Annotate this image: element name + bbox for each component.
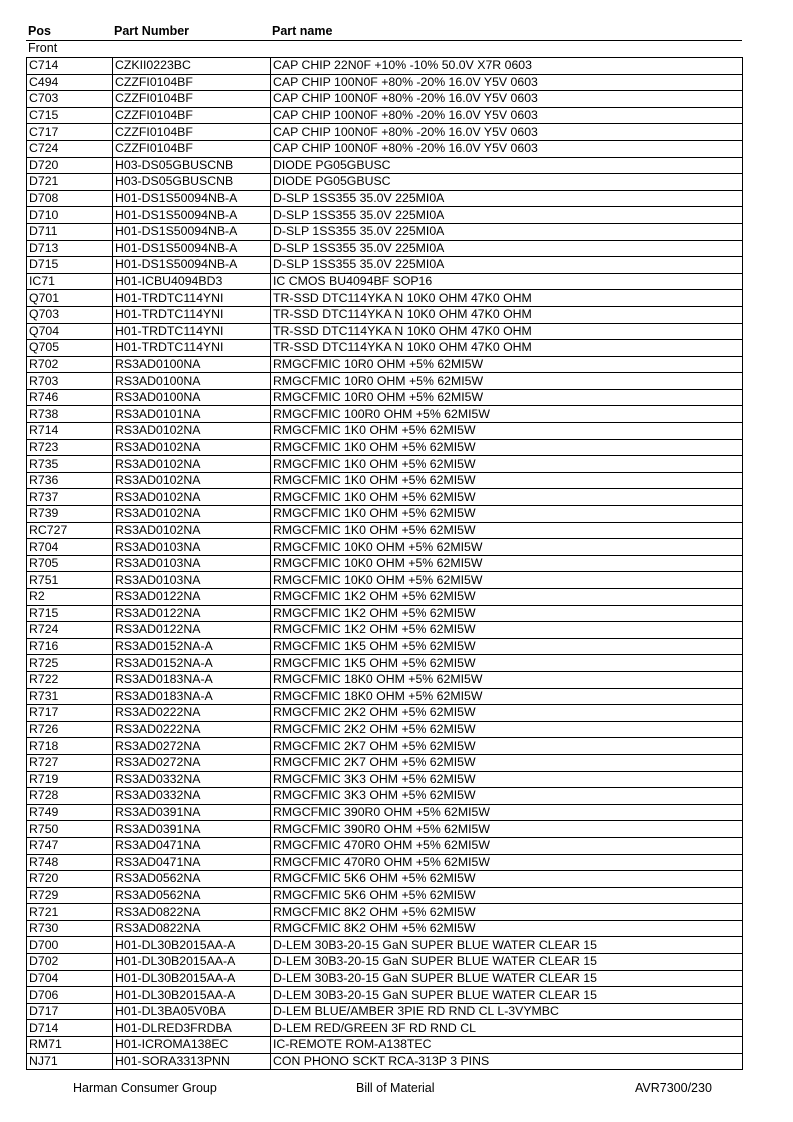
table-row (27, 323, 743, 340)
cell-part-number: H01-ICROMA138EC (113, 1037, 271, 1054)
table-row (27, 539, 743, 556)
cell-part-name: D-SLP 1SS355 35.0V 225MI0A (271, 223, 743, 240)
cell-part-name: IC CMOS BU4094BF SOP16 (271, 273, 743, 290)
cell-part-number: RS3AD0562NA (113, 871, 271, 888)
cell-part-number: RS3AD0103NA (113, 539, 271, 556)
cell-pos: Q703 (27, 306, 113, 323)
cell-part-number: CZZFI0104BF (113, 124, 271, 141)
cell-pos: IC71 (27, 273, 113, 290)
cell-part-name: RMGCFMIC 2K2 OHM +5% 62MI5W (271, 705, 743, 722)
cell-part-number: H01-DL30B2015AA-A (113, 987, 271, 1004)
table-row (27, 290, 743, 307)
cell-part-name: D-SLP 1SS355 35.0V 225MI0A (271, 240, 743, 257)
table-row (27, 987, 743, 1004)
cell-part-name: RMGCFMIC 1K0 OHM +5% 62MI5W (271, 456, 743, 473)
cell-part-number: H03-DS05GBUSCNB (113, 157, 271, 174)
cell-part-name: D-LEM BLUE/AMBER 3PIE RD RND CL L-3VYMBC (271, 1003, 743, 1020)
cell-pos: R738 (27, 406, 113, 423)
cell-pos: R726 (27, 721, 113, 738)
table-row (27, 223, 743, 240)
cell-part-number: CZZFI0104BF (113, 91, 271, 108)
table-row (27, 721, 743, 738)
table-row (27, 788, 743, 805)
header-rule (26, 40, 742, 41)
cell-part-number: RS3AD0102NA (113, 489, 271, 506)
table-row (27, 638, 743, 655)
table-row (27, 373, 743, 390)
cell-pos: D710 (27, 207, 113, 224)
table-row (27, 506, 743, 523)
footer-company: Harman Consumer Group (73, 1081, 217, 1095)
cell-pos: C715 (27, 107, 113, 124)
cell-part-number: H01-ICBU4094BD3 (113, 273, 271, 290)
cell-pos: D700 (27, 937, 113, 954)
cell-part-number: RS3AD0152NA-A (113, 655, 271, 672)
cell-part-number: H01-DLRED3FRDBA (113, 1020, 271, 1037)
cell-part-name: RMGCFMIC 1K2 OHM +5% 62MI5W (271, 605, 743, 622)
table-row (27, 406, 743, 423)
cell-part-number: RS3AD0822NA (113, 904, 271, 921)
table-row (27, 754, 743, 771)
cell-part-number: RS3AD0101NA (113, 406, 271, 423)
table-row (27, 937, 743, 954)
table-row (27, 688, 743, 705)
cell-pos: R714 (27, 423, 113, 440)
cell-part-number: H01-DL30B2015AA-A (113, 970, 271, 987)
cell-pos: D717 (27, 1003, 113, 1020)
table-row (27, 58, 743, 75)
cell-part-number: CZZFI0104BF (113, 74, 271, 91)
cell-pos: D702 (27, 954, 113, 971)
cell-part-name: TR-SSD DTC114YKA N 10K0 OHM 47K0 OHM (271, 340, 743, 357)
cell-part-number: RS3AD0471NA (113, 837, 271, 854)
cell-part-number: RS3AD0152NA-A (113, 638, 271, 655)
cell-part-number: RS3AD0183NA-A (113, 688, 271, 705)
cell-part-number: H01-TRDTC114YNI (113, 323, 271, 340)
cell-part-number: H01-DS1S50094NB-A (113, 190, 271, 207)
table-row (27, 456, 743, 473)
cell-part-number: RS3AD0183NA-A (113, 671, 271, 688)
table-row (27, 589, 743, 606)
cell-part-number: H01-DL30B2015AA-A (113, 954, 271, 971)
cell-pos: RM71 (27, 1037, 113, 1054)
table-row (27, 1020, 743, 1037)
table-row (27, 1053, 743, 1070)
table-row (27, 423, 743, 440)
cell-part-name: RMGCFMIC 390R0 OHM +5% 62MI5W (271, 821, 743, 838)
cell-pos: R703 (27, 373, 113, 390)
cell-part-name: RMGCFMIC 2K2 OHM +5% 62MI5W (271, 721, 743, 738)
cell-part-name: D-LEM 30B3-20-15 GaN SUPER BLUE WATER CLEAR 15 (271, 937, 743, 954)
cell-part-name: DIODE PG05GBUSC (271, 174, 743, 191)
cell-part-number: RS3AD0562NA (113, 887, 271, 904)
cell-part-name: RMGCFMIC 1K2 OHM +5% 62MI5W (271, 622, 743, 639)
table-row (27, 140, 743, 157)
cell-part-number: H01-TRDTC114YNI (113, 306, 271, 323)
cell-pos: D720 (27, 157, 113, 174)
cell-part-number: H01-TRDTC114YNI (113, 290, 271, 307)
cell-pos: R720 (27, 871, 113, 888)
cell-pos: R748 (27, 854, 113, 871)
cell-pos: R722 (27, 671, 113, 688)
cell-part-number: RS3AD0332NA (113, 771, 271, 788)
cell-part-name: CAP CHIP 100N0F +80% -20% 16.0V Y5V 0603 (271, 140, 743, 157)
footer-model: AVR7300/230 (635, 1081, 712, 1095)
cell-part-number: CZKII0223BC (113, 58, 271, 75)
cell-part-number: RS3AD0391NA (113, 821, 271, 838)
cell-part-number: RS3AD0102NA (113, 472, 271, 489)
cell-part-name: RMGCFMIC 390R0 OHM +5% 62MI5W (271, 804, 743, 821)
table-row (27, 472, 743, 489)
table-row (27, 74, 743, 91)
cell-pos: R731 (27, 688, 113, 705)
cell-pos: R737 (27, 489, 113, 506)
cell-pos: D704 (27, 970, 113, 987)
cell-part-number: H01-DS1S50094NB-A (113, 257, 271, 274)
cell-part-name: TR-SSD DTC114YKA N 10K0 OHM 47K0 OHM (271, 306, 743, 323)
cell-pos: C703 (27, 91, 113, 108)
cell-pos: R747 (27, 837, 113, 854)
cell-part-number: H01-DS1S50094NB-A (113, 207, 271, 224)
cell-part-name: RMGCFMIC 18K0 OHM +5% 62MI5W (271, 671, 743, 688)
cell-part-number: CZZFI0104BF (113, 140, 271, 157)
cell-part-name: RMGCFMIC 3K3 OHM +5% 62MI5W (271, 771, 743, 788)
cell-part-name: RMGCFMIC 5K6 OHM +5% 62MI5W (271, 871, 743, 888)
cell-part-number: RS3AD0102NA (113, 439, 271, 456)
cell-part-name: RMGCFMIC 10K0 OHM +5% 62MI5W (271, 555, 743, 572)
bom-table (26, 57, 743, 1070)
cell-pos: R728 (27, 788, 113, 805)
footer-doc-type: Bill of Material (356, 1081, 435, 1095)
cell-pos: R725 (27, 655, 113, 672)
cell-part-name: CON PHONO SCKT RCA-313P 3 PINS (271, 1053, 743, 1070)
table-row (27, 555, 743, 572)
table-row (27, 871, 743, 888)
table-row (27, 904, 743, 921)
cell-pos: C717 (27, 124, 113, 141)
cell-part-number: H01-DL30B2015AA-A (113, 937, 271, 954)
table-row (27, 605, 743, 622)
cell-pos: R715 (27, 605, 113, 622)
table-row (27, 622, 743, 639)
cell-pos: C714 (27, 58, 113, 75)
table-row (27, 91, 743, 108)
cell-part-name: RMGCFMIC 8K2 OHM +5% 62MI5W (271, 920, 743, 937)
table-row (27, 970, 743, 987)
cell-part-name: D-LEM RED/GREEN 3F RD RND CL (271, 1020, 743, 1037)
cell-part-name: CAP CHIP 22N0F +10% -10% 50.0V X7R 0603 (271, 58, 743, 75)
table-row (27, 522, 743, 539)
cell-pos: R746 (27, 389, 113, 406)
table-row (27, 273, 743, 290)
column-header-pos: Pos (28, 24, 51, 38)
cell-part-name: RMGCFMIC 1K0 OHM +5% 62MI5W (271, 522, 743, 539)
cell-part-number: RS3AD0100NA (113, 389, 271, 406)
cell-part-number: H01-DS1S50094NB-A (113, 223, 271, 240)
table-row (27, 771, 743, 788)
cell-part-number: RS3AD0100NA (113, 373, 271, 390)
cell-part-name: RMGCFMIC 10K0 OHM +5% 62MI5W (271, 539, 743, 556)
cell-part-name: D-SLP 1SS355 35.0V 225MI0A (271, 207, 743, 224)
cell-part-number: RS3AD0332NA (113, 788, 271, 805)
cell-part-name: RMGCFMIC 10R0 OHM +5% 62MI5W (271, 373, 743, 390)
table-row (27, 174, 743, 191)
cell-pos: Q704 (27, 323, 113, 340)
cell-part-name: D-LEM 30B3-20-15 GaN SUPER BLUE WATER CLEAR 15 (271, 954, 743, 971)
table-row (27, 389, 743, 406)
table-row (27, 655, 743, 672)
cell-part-name: D-SLP 1SS355 35.0V 225MI0A (271, 257, 743, 274)
cell-pos: R702 (27, 356, 113, 373)
cell-pos: R719 (27, 771, 113, 788)
cell-pos: D706 (27, 987, 113, 1004)
cell-part-number: H01-SORA3313PNN (113, 1053, 271, 1070)
cell-part-name: RMGCFMIC 10R0 OHM +5% 62MI5W (271, 389, 743, 406)
cell-part-number: H03-DS05GBUSCNB (113, 174, 271, 191)
cell-pos: R735 (27, 456, 113, 473)
cell-part-name: RMGCFMIC 1K0 OHM +5% 62MI5W (271, 423, 743, 440)
cell-pos: D714 (27, 1020, 113, 1037)
cell-part-name: RMGCFMIC 1K0 OHM +5% 62MI5W (271, 472, 743, 489)
table-row (27, 705, 743, 722)
cell-part-name: RMGCFMIC 1K5 OHM +5% 62MI5W (271, 638, 743, 655)
cell-pos: R721 (27, 904, 113, 921)
cell-part-name: RMGCFMIC 2K7 OHM +5% 62MI5W (271, 754, 743, 771)
table-row (27, 854, 743, 871)
cell-pos: R750 (27, 821, 113, 838)
table-row (27, 207, 743, 224)
cell-pos: R724 (27, 622, 113, 639)
column-header-part-name: Part name (272, 24, 333, 38)
cell-part-number: CZZFI0104BF (113, 107, 271, 124)
cell-part-number: RS3AD0102NA (113, 522, 271, 539)
cell-pos: D708 (27, 190, 113, 207)
table-row (27, 240, 743, 257)
cell-part-name: RMGCFMIC 10K0 OHM +5% 62MI5W (271, 572, 743, 589)
table-row (27, 190, 743, 207)
cell-part-name: RMGCFMIC 470R0 OHM +5% 62MI5W (271, 854, 743, 871)
cell-part-number: RS3AD0103NA (113, 572, 271, 589)
cell-pos: RC727 (27, 522, 113, 539)
cell-part-number: RS3AD0822NA (113, 920, 271, 937)
cell-pos: D713 (27, 240, 113, 257)
cell-pos: R730 (27, 920, 113, 937)
table-row (27, 1003, 743, 1020)
cell-pos: R751 (27, 572, 113, 589)
table-row (27, 920, 743, 937)
cell-part-number: H01-DL3BA05V0BA (113, 1003, 271, 1020)
cell-part-number: RS3AD0222NA (113, 705, 271, 722)
cell-part-name: CAP CHIP 100N0F +80% -20% 16.0V Y5V 0603 (271, 124, 743, 141)
table-row (27, 804, 743, 821)
section-label: Front (28, 41, 58, 55)
cell-part-number: RS3AD0102NA (113, 423, 271, 440)
cell-part-number: H01-TRDTC114YNI (113, 340, 271, 357)
table-row (27, 887, 743, 904)
cell-part-name: RMGCFMIC 10R0 OHM +5% 62MI5W (271, 356, 743, 373)
table-row (27, 489, 743, 506)
cell-part-name: RMGCFMIC 100R0 OHM +5% 62MI5W (271, 406, 743, 423)
cell-part-name: RMGCFMIC 1K5 OHM +5% 62MI5W (271, 655, 743, 672)
cell-part-number: RS3AD0272NA (113, 738, 271, 755)
cell-pos: R705 (27, 555, 113, 572)
cell-part-name: D-SLP 1SS355 35.0V 225MI0A (271, 190, 743, 207)
cell-pos: R717 (27, 705, 113, 722)
cell-part-name: D-LEM 30B3-20-15 GaN SUPER BLUE WATER CLEAR 15 (271, 970, 743, 987)
cell-part-number: RS3AD0272NA (113, 754, 271, 771)
table-row (27, 124, 743, 141)
table-row (27, 671, 743, 688)
table-row (27, 837, 743, 854)
cell-part-name: RMGCFMIC 2K7 OHM +5% 62MI5W (271, 738, 743, 755)
table-row (27, 157, 743, 174)
cell-pos: Q701 (27, 290, 113, 307)
cell-part-name: RMGCFMIC 1K2 OHM +5% 62MI5W (271, 589, 743, 606)
cell-pos: R718 (27, 738, 113, 755)
cell-pos: R749 (27, 804, 113, 821)
cell-part-name: RMGCFMIC 5K6 OHM +5% 62MI5W (271, 887, 743, 904)
cell-part-number: RS3AD0122NA (113, 605, 271, 622)
cell-part-name: RMGCFMIC 1K0 OHM +5% 62MI5W (271, 439, 743, 456)
cell-part-name: TR-SSD DTC114YKA N 10K0 OHM 47K0 OHM (271, 290, 743, 307)
table-row (27, 356, 743, 373)
table-row (27, 821, 743, 838)
table-row (27, 439, 743, 456)
cell-pos: D721 (27, 174, 113, 191)
cell-part-name: D-LEM 30B3-20-15 GaN SUPER BLUE WATER CLEAR 15 (271, 987, 743, 1004)
cell-part-name: RMGCFMIC 1K0 OHM +5% 62MI5W (271, 489, 743, 506)
cell-part-name: IC-REMOTE ROM-A138TEC (271, 1037, 743, 1054)
cell-part-name: RMGCFMIC 3K3 OHM +5% 62MI5W (271, 788, 743, 805)
cell-part-name: CAP CHIP 100N0F +80% -20% 16.0V Y5V 0603 (271, 74, 743, 91)
cell-part-number: RS3AD0471NA (113, 854, 271, 871)
table-row (27, 572, 743, 589)
cell-pos: R716 (27, 638, 113, 655)
cell-part-name: RMGCFMIC 8K2 OHM +5% 62MI5W (271, 904, 743, 921)
bom-table-body (27, 58, 743, 1070)
cell-pos: R729 (27, 887, 113, 904)
cell-part-number: RS3AD0391NA (113, 804, 271, 821)
table-row (27, 1037, 743, 1054)
cell-part-name: CAP CHIP 100N0F +80% -20% 16.0V Y5V 0603 (271, 107, 743, 124)
cell-pos: R2 (27, 589, 113, 606)
cell-pos: R704 (27, 539, 113, 556)
cell-pos: R727 (27, 754, 113, 771)
cell-part-number: RS3AD0102NA (113, 506, 271, 523)
cell-part-number: RS3AD0122NA (113, 622, 271, 639)
cell-pos: C724 (27, 140, 113, 157)
cell-pos: NJ71 (27, 1053, 113, 1070)
cell-part-name: DIODE PG05GBUSC (271, 157, 743, 174)
cell-part-number: RS3AD0102NA (113, 456, 271, 473)
table-row (27, 340, 743, 357)
table-row (27, 257, 743, 274)
cell-part-number: RS3AD0100NA (113, 356, 271, 373)
cell-pos: R736 (27, 472, 113, 489)
table-row (27, 954, 743, 971)
cell-part-number: RS3AD0122NA (113, 589, 271, 606)
cell-part-name: CAP CHIP 100N0F +80% -20% 16.0V Y5V 0603 (271, 91, 743, 108)
cell-pos: C494 (27, 74, 113, 91)
cell-part-number: RS3AD0222NA (113, 721, 271, 738)
table-row (27, 107, 743, 124)
cell-part-name: RMGCFMIC 18K0 OHM +5% 62MI5W (271, 688, 743, 705)
cell-pos: Q705 (27, 340, 113, 357)
cell-part-name: TR-SSD DTC114YKA N 10K0 OHM 47K0 OHM (271, 323, 743, 340)
cell-pos: D715 (27, 257, 113, 274)
cell-part-number: RS3AD0103NA (113, 555, 271, 572)
cell-pos: D711 (27, 223, 113, 240)
cell-part-number: H01-DS1S50094NB-A (113, 240, 271, 257)
cell-pos: R723 (27, 439, 113, 456)
table-row (27, 306, 743, 323)
column-header-part-number: Part Number (114, 24, 190, 38)
cell-part-name: RMGCFMIC 1K0 OHM +5% 62MI5W (271, 506, 743, 523)
cell-part-name: RMGCFMIC 470R0 OHM +5% 62MI5W (271, 837, 743, 854)
table-row (27, 738, 743, 755)
cell-pos: R739 (27, 506, 113, 523)
